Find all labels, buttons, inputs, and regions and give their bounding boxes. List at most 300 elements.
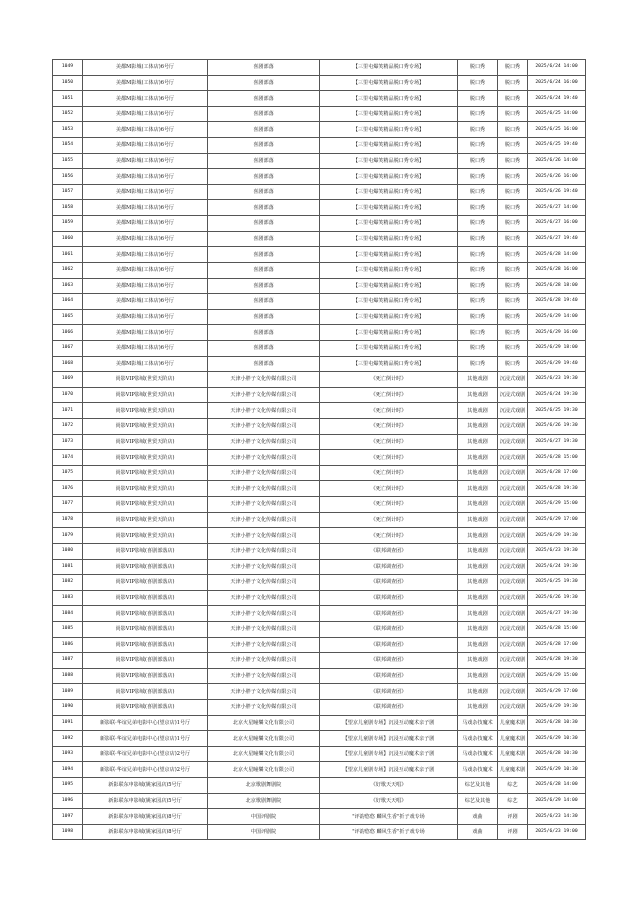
table-row — [53, 325, 586, 341]
program-title-cell: 《死亡倒计时》 — [320, 387, 458, 403]
organizer-cell: 天津小胖子文化传媒有限公司 — [208, 653, 320, 669]
program-title-cell: 《联邦调查团》 — [320, 699, 458, 715]
venue-cell: 美都M影城(工体店)6号厅 — [83, 340, 208, 356]
row-number-cell: 1076 — [53, 481, 83, 497]
program-title-cell: 《联邦调查团》 — [320, 653, 458, 669]
subcategory-cell: 儿童魔术剧 — [498, 715, 528, 731]
program-title-cell: 《死亡倒计时》 — [320, 434, 458, 450]
subcategory-cell: 沉浸式戏剧 — [498, 512, 528, 528]
program-title-cell: 【三里屯爆笑精品脱口秀专场】 — [320, 122, 458, 138]
datetime-cell: 2025/6/23 19:30 — [528, 372, 586, 388]
row-number-cell: 1091 — [53, 715, 83, 731]
organizer-cell: 喜剧部落 — [208, 169, 320, 185]
venue-cell: 尚影VIP影城(喜剧部落店) — [83, 621, 208, 637]
program-title-cell: 《联邦调查团》 — [320, 559, 458, 575]
organizer-cell: 天津小胖子文化传媒有限公司 — [208, 450, 320, 466]
category-cell: 脱口秀 — [458, 75, 498, 91]
category-cell: 其他戏剧 — [458, 481, 498, 497]
datetime-cell: 2025/6/27 19:30 — [528, 434, 586, 450]
row-number-cell: 1056 — [53, 169, 83, 185]
venue-cell: 美都M影城(工体店)6号厅 — [83, 60, 208, 76]
organizer-cell: 喜剧部落 — [208, 278, 320, 294]
table-row — [53, 200, 586, 216]
category-cell: 脱口秀 — [458, 356, 498, 372]
venue-cell: 新影联东申影城(姚家园店)5号厅 — [83, 793, 208, 809]
category-cell: 脱口秀 — [458, 169, 498, 185]
venue-cell: 美都M影城(工体店)6号厅 — [83, 356, 208, 372]
subcategory-cell: 脱口秀 — [498, 153, 528, 169]
row-number-cell: 1094 — [53, 762, 83, 778]
venue-cell: 美都M影城(工体店)6号厅 — [83, 231, 208, 247]
organizer-cell: 天津小胖子文化传媒有限公司 — [208, 684, 320, 700]
organizer-cell: 喜剧部落 — [208, 138, 320, 154]
subcategory-cell: 沉浸式戏剧 — [498, 637, 528, 653]
organizer-cell: 喜剧部落 — [208, 309, 320, 325]
datetime-cell: 2025/6/24 19:40 — [528, 91, 586, 107]
row-number-cell: 1079 — [53, 528, 83, 544]
subcategory-cell: 沉浸式戏剧 — [498, 465, 528, 481]
table-row — [53, 497, 586, 513]
venue-cell: 新影联东申影城(姚家园店)5号厅 — [83, 778, 208, 794]
program-title-cell: 《好歌天天唱》 — [320, 793, 458, 809]
venue-cell: 尚影VIP影城(世贸天阶店) — [83, 387, 208, 403]
organizer-cell: 喜剧部落 — [208, 356, 320, 372]
subcategory-cell: 沉浸式戏剧 — [498, 481, 528, 497]
category-cell: 脱口秀 — [458, 262, 498, 278]
venue-cell: 尚影VIP影城(喜剧部落店) — [83, 559, 208, 575]
venue-cell: 美都M影城(工体店)6号厅 — [83, 294, 208, 310]
venue-cell: 美都M影城(工体店)6号厅 — [83, 278, 208, 294]
datetime-cell: 2025/6/23 14:30 — [528, 809, 586, 825]
datetime-cell: 2025/6/28 14:00 — [528, 247, 586, 263]
subcategory-cell: 沉浸式戏剧 — [498, 653, 528, 669]
organizer-cell: 中国评剧院 — [208, 809, 320, 825]
venue-cell: 美都M影城(工体店)6号厅 — [83, 91, 208, 107]
subcategory-cell: 沉浸式戏剧 — [498, 699, 528, 715]
subcategory-cell: 脱口秀 — [498, 91, 528, 107]
datetime-cell: 2025/6/29 16:00 — [528, 325, 586, 341]
table-row — [53, 746, 586, 762]
category-cell: 其他戏剧 — [458, 497, 498, 513]
table-row — [53, 247, 586, 263]
table-row — [53, 138, 586, 154]
program-title-cell: 【望京儿童剧专场】沉浸互动魔术亲子剧 — [320, 731, 458, 747]
row-number-cell: 1095 — [53, 778, 83, 794]
row-number-cell: 1053 — [53, 122, 83, 138]
venue-cell: 美都M影城(工体店)6号厅 — [83, 153, 208, 169]
datetime-cell: 2025/6/25 14:00 — [528, 106, 586, 122]
table-row — [53, 715, 586, 731]
category-cell: 脱口秀 — [458, 138, 498, 154]
table-row — [53, 512, 586, 528]
row-number-cell: 1092 — [53, 731, 83, 747]
table-row — [53, 403, 586, 419]
organizer-cell: 喜剧部落 — [208, 340, 320, 356]
program-title-cell: 【三里屯爆笑精品脱口秀专场】 — [320, 75, 458, 91]
organizer-cell: 天津小胖子文化传媒有限公司 — [208, 606, 320, 622]
datetime-cell: 2025/6/28 17:00 — [528, 465, 586, 481]
category-cell: 脱口秀 — [458, 200, 498, 216]
row-number-cell: 1074 — [53, 450, 83, 466]
subcategory-cell: 脱口秀 — [498, 169, 528, 185]
venue-cell: 美都M影城(工体店)6号厅 — [83, 309, 208, 325]
program-title-cell: 【三里屯爆笑精品脱口秀专场】 — [320, 340, 458, 356]
program-title-cell: 《死亡倒计时》 — [320, 497, 458, 513]
organizer-cell: 天津小胖子文化传媒有限公司 — [208, 668, 320, 684]
table-row — [53, 450, 586, 466]
category-cell: 脱口秀 — [458, 216, 498, 232]
category-cell: 其他戏剧 — [458, 528, 498, 544]
organizer-cell: 天津小胖子文化传媒有限公司 — [208, 387, 320, 403]
organizer-cell: 天津小胖子文化传媒有限公司 — [208, 497, 320, 513]
category-cell: 脱口秀 — [458, 340, 498, 356]
organizer-cell: 喜剧部落 — [208, 60, 320, 76]
subcategory-cell: 脱口秀 — [498, 340, 528, 356]
datetime-cell: 2025/6/29 15:00 — [528, 497, 586, 513]
program-title-cell: 【三里屯爆笑精品脱口秀专场】 — [320, 106, 458, 122]
subcategory-cell: 脱口秀 — [498, 75, 528, 91]
row-number-cell: 1075 — [53, 465, 83, 481]
table-row — [53, 356, 586, 372]
table-row — [53, 122, 586, 138]
program-title-cell: 【三里屯爆笑精品脱口秀专场】 — [320, 278, 458, 294]
row-number-cell: 1089 — [53, 684, 83, 700]
table-row — [53, 653, 586, 669]
venue-cell: 新影联·华谊兄弟电影中心(望京店)2号厅 — [83, 762, 208, 778]
datetime-cell: 2025/6/28 15:00 — [528, 621, 586, 637]
organizer-cell: 喜剧部落 — [208, 247, 320, 263]
datetime-cell: 2025/6/28 15:00 — [528, 450, 586, 466]
program-title-cell: 【三里屯爆笑精品脱口秀专场】 — [320, 200, 458, 216]
table-row — [53, 762, 586, 778]
program-title-cell: 《死亡倒计时》 — [320, 419, 458, 435]
table-row — [53, 216, 586, 232]
datetime-cell: 2025/6/25 19:30 — [528, 575, 586, 591]
venue-cell: 新影联·华谊兄弟电影中心(望京店)1号厅 — [83, 731, 208, 747]
organizer-cell: 天津小胖子文化传媒有限公司 — [208, 403, 320, 419]
table-row — [53, 465, 586, 481]
venue-cell: 尚影VIP影城(世贸天阶店) — [83, 450, 208, 466]
row-number-cell: 1085 — [53, 621, 83, 637]
datetime-cell: 2025/6/26 16:00 — [528, 169, 586, 185]
datetime-cell: 2025/6/25 16:00 — [528, 122, 586, 138]
venue-cell: 美都M影城(工体店)6号厅 — [83, 138, 208, 154]
datetime-cell: 2025/6/28 10:30 — [528, 746, 586, 762]
table-row — [53, 75, 586, 91]
program-title-cell: 【三里屯爆笑精品脱口秀专场】 — [320, 356, 458, 372]
datetime-cell: 2025/6/26 19:30 — [528, 590, 586, 606]
subcategory-cell: 儿童魔术剧 — [498, 731, 528, 747]
datetime-cell: 2025/6/29 10:30 — [528, 762, 586, 778]
category-cell: 马戏杂技魔术 — [458, 746, 498, 762]
row-number-cell: 1050 — [53, 75, 83, 91]
row-number-cell: 1072 — [53, 419, 83, 435]
venue-cell: 美都M影城(工体店)6号厅 — [83, 247, 208, 263]
table-row — [53, 387, 586, 403]
row-number-cell: 1068 — [53, 356, 83, 372]
category-cell: 脱口秀 — [458, 309, 498, 325]
row-number-cell: 1097 — [53, 809, 83, 825]
row-number-cell: 1057 — [53, 184, 83, 200]
row-number-cell: 1086 — [53, 637, 83, 653]
venue-cell: 尚影VIP影城(喜剧部落店) — [83, 543, 208, 559]
program-title-cell: 《联邦调查团》 — [320, 543, 458, 559]
datetime-cell: 2025/6/29 17:00 — [528, 512, 586, 528]
subcategory-cell: 综艺 — [498, 793, 528, 809]
subcategory-cell: 儿童魔术剧 — [498, 746, 528, 762]
program-title-cell: 【三里屯爆笑精品脱口秀专场】 — [320, 231, 458, 247]
table-row — [53, 809, 586, 825]
venue-cell: 美都M影城(工体店)6号厅 — [83, 106, 208, 122]
venue-cell: 美都M影城(工体店)6号厅 — [83, 216, 208, 232]
table-row — [53, 169, 586, 185]
subcategory-cell: 沉浸式戏剧 — [498, 684, 528, 700]
category-cell: 其他戏剧 — [458, 559, 498, 575]
program-title-cell: 【三里屯爆笑精品脱口秀专场】 — [320, 247, 458, 263]
program-title-cell: 《联邦调查团》 — [320, 684, 458, 700]
table-row — [53, 731, 586, 747]
row-number-cell: 1049 — [53, 60, 83, 76]
category-cell: 其他戏剧 — [458, 590, 498, 606]
organizer-cell: 喜剧部落 — [208, 184, 320, 200]
subcategory-cell: 脱口秀 — [498, 122, 528, 138]
program-title-cell: 【三里屯爆笑精品脱口秀专场】 — [320, 262, 458, 278]
subcategory-cell: 沉浸式戏剧 — [498, 403, 528, 419]
category-cell: 其他戏剧 — [458, 450, 498, 466]
organizer-cell: 喜剧部落 — [208, 153, 320, 169]
table-row — [53, 824, 586, 840]
subcategory-cell: 沉浸式戏剧 — [498, 575, 528, 591]
organizer-cell: 喜剧部落 — [208, 106, 320, 122]
category-cell: 脱口秀 — [458, 153, 498, 169]
venue-cell: 尚影VIP影城(喜剧部落店) — [83, 668, 208, 684]
venue-cell: 尚影VIP影城(喜剧部落店) — [83, 684, 208, 700]
organizer-cell: 北京歌剧舞剧院 — [208, 778, 320, 794]
datetime-cell: 2025/6/24 19:30 — [528, 559, 586, 575]
row-number-cell: 1098 — [53, 824, 83, 840]
program-title-cell: 《死亡倒计时》 — [320, 528, 458, 544]
program-title-cell: 《联邦调查团》 — [320, 590, 458, 606]
table-row — [53, 778, 586, 794]
table-row — [53, 528, 586, 544]
datetime-cell: 2025/6/29 14:00 — [528, 793, 586, 809]
datetime-cell: 2025/6/28 17:00 — [528, 637, 586, 653]
datetime-cell: 2025/6/29 10:30 — [528, 731, 586, 747]
subcategory-cell: 脱口秀 — [498, 278, 528, 294]
program-title-cell: 【三里屯爆笑精品脱口秀专场】 — [320, 325, 458, 341]
row-number-cell: 1063 — [53, 278, 83, 294]
organizer-cell: 喜剧部落 — [208, 294, 320, 310]
category-cell: 综艺及其他 — [458, 793, 498, 809]
organizer-cell: 北京火星瞳樂文化有限公司 — [208, 762, 320, 778]
datetime-cell: 2025/6/23 19:30 — [528, 543, 586, 559]
organizer-cell: 喜剧部落 — [208, 122, 320, 138]
table-row — [53, 434, 586, 450]
program-title-cell: 《联邦调查团》 — [320, 575, 458, 591]
subcategory-cell: 脱口秀 — [498, 231, 528, 247]
row-number-cell: 1090 — [53, 699, 83, 715]
subcategory-cell: 沉浸式戏剧 — [498, 621, 528, 637]
program-title-cell: 【三里屯爆笑精品脱口秀专场】 — [320, 216, 458, 232]
table-row — [53, 543, 586, 559]
row-number-cell: 1067 — [53, 340, 83, 356]
table-row — [53, 91, 586, 107]
subcategory-cell: 脱口秀 — [498, 106, 528, 122]
program-title-cell: 【望京儿童剧专场】沉浸互动魔术亲子剧 — [320, 715, 458, 731]
table-row — [53, 559, 586, 575]
subcategory-cell: 脱口秀 — [498, 294, 528, 310]
category-cell: 马戏杂技魔术 — [458, 731, 498, 747]
datetime-cell: 2025/6/24 14:00 — [528, 60, 586, 76]
row-number-cell: 1069 — [53, 372, 83, 388]
datetime-cell: 2025/6/26 19:40 — [528, 184, 586, 200]
datetime-cell: 2025/6/28 16:00 — [528, 262, 586, 278]
venue-cell: 尚影VIP影城(世贸天阶店) — [83, 403, 208, 419]
row-number-cell: 1080 — [53, 543, 83, 559]
subcategory-cell: 评剧 — [498, 824, 528, 840]
table-row — [53, 481, 586, 497]
organizer-cell: 北京火星瞳樂文化有限公司 — [208, 731, 320, 747]
table-row — [53, 278, 586, 294]
venue-cell: 尚影VIP影城(世贸天阶店) — [83, 528, 208, 544]
program-title-cell: 《死亡倒计时》 — [320, 403, 458, 419]
subcategory-cell: 脱口秀 — [498, 138, 528, 154]
table-row — [53, 262, 586, 278]
organizer-cell: 天津小胖子文化传媒有限公司 — [208, 575, 320, 591]
subcategory-cell: 脱口秀 — [498, 262, 528, 278]
table-row — [53, 699, 586, 715]
table-row — [53, 668, 586, 684]
program-title-cell: 《死亡倒计时》 — [320, 481, 458, 497]
venue-cell: 美都M影城(工体店)6号厅 — [83, 122, 208, 138]
table-row — [53, 684, 586, 700]
venue-cell: 新影联·华谊兄弟电影中心(望京店)1号厅 — [83, 715, 208, 731]
subcategory-cell: 脱口秀 — [498, 60, 528, 76]
program-title-cell: 《联邦调查团》 — [320, 637, 458, 653]
program-title-cell: 【三里屯爆笑精品脱口秀专场】 — [320, 91, 458, 107]
table-row — [53, 575, 586, 591]
subcategory-cell: 沉浸式戏剧 — [498, 387, 528, 403]
row-number-cell: 1081 — [53, 559, 83, 575]
subcategory-cell: 沉浸式戏剧 — [498, 450, 528, 466]
category-cell: 其他戏剧 — [458, 465, 498, 481]
datetime-cell: 2025/6/29 17:00 — [528, 684, 586, 700]
datetime-cell: 2025/6/24 16:00 — [528, 75, 586, 91]
category-cell: 其他戏剧 — [458, 434, 498, 450]
venue-cell: 尚影VIP影城(喜剧部落店) — [83, 590, 208, 606]
venue-cell: 新影联东申影城(姚家园店)8号厅 — [83, 824, 208, 840]
venue-cell: 美都M影城(工体店)6号厅 — [83, 184, 208, 200]
program-title-cell: 《死亡倒计时》 — [320, 465, 458, 481]
row-number-cell: 1071 — [53, 403, 83, 419]
category-cell: 其他戏剧 — [458, 403, 498, 419]
datetime-cell: 2025/6/28 14:00 — [528, 778, 586, 794]
organizer-cell: 喜剧部落 — [208, 216, 320, 232]
category-cell: 戏曲 — [458, 824, 498, 840]
program-title-cell: 《死亡倒计时》 — [320, 450, 458, 466]
subcategory-cell: 沉浸式戏剧 — [498, 590, 528, 606]
datetime-cell: 2025/6/25 19:30 — [528, 403, 586, 419]
category-cell: 脱口秀 — [458, 60, 498, 76]
organizer-cell: 天津小胖子文化传媒有限公司 — [208, 637, 320, 653]
schedule-table — [52, 59, 586, 840]
organizer-cell: 喜剧部落 — [208, 91, 320, 107]
category-cell: 综艺及其他 — [458, 778, 498, 794]
category-cell: 其他戏剧 — [458, 512, 498, 528]
datetime-cell: 2025/6/27 19:40 — [528, 231, 586, 247]
venue-cell: 美都M影城(工体店)6号厅 — [83, 325, 208, 341]
category-cell: 其他戏剧 — [458, 606, 498, 622]
subcategory-cell: 沉浸式戏剧 — [498, 606, 528, 622]
datetime-cell: 2025/6/28 18:00 — [528, 278, 586, 294]
datetime-cell: 2025/6/28 19:30 — [528, 653, 586, 669]
program-title-cell: 【三里屯爆笑精品脱口秀专场】 — [320, 309, 458, 325]
datetime-cell: 2025/6/27 19:30 — [528, 606, 586, 622]
category-cell: 脱口秀 — [458, 278, 498, 294]
datetime-cell: 2025/6/23 19:00 — [528, 824, 586, 840]
program-title-cell: 《死亡倒计时》 — [320, 512, 458, 528]
datetime-cell: 2025/6/26 14:00 — [528, 153, 586, 169]
program-title-cell: "评韵悠悠 麟风生香"折子戏专场 — [320, 809, 458, 825]
row-number-cell: 1061 — [53, 247, 83, 263]
row-number-cell: 1052 — [53, 106, 83, 122]
row-number-cell: 1084 — [53, 606, 83, 622]
venue-cell: 美都M影城(工体店)6号厅 — [83, 169, 208, 185]
organizer-cell: 天津小胖子文化传媒有限公司 — [208, 559, 320, 575]
category-cell: 戏曲 — [458, 809, 498, 825]
datetime-cell: 2025/6/29 19:30 — [528, 699, 586, 715]
venue-cell: 尚影VIP影城(喜剧部落店) — [83, 575, 208, 591]
subcategory-cell: 沉浸式戏剧 — [498, 419, 528, 435]
row-number-cell: 1096 — [53, 793, 83, 809]
venue-cell: 美都M影城(工体店)6号厅 — [83, 262, 208, 278]
subcategory-cell: 沉浸式戏剧 — [498, 528, 528, 544]
category-cell: 其他戏剧 — [458, 372, 498, 388]
datetime-cell: 2025/6/29 15:00 — [528, 668, 586, 684]
program-title-cell: 【三里屯爆笑精品脱口秀专场】 — [320, 294, 458, 310]
organizer-cell: 喜剧部落 — [208, 325, 320, 341]
category-cell: 其他戏剧 — [458, 575, 498, 591]
table-row — [53, 419, 586, 435]
table-row — [53, 637, 586, 653]
row-number-cell: 1077 — [53, 497, 83, 513]
program-title-cell: 【三里屯爆笑精品脱口秀专场】 — [320, 184, 458, 200]
program-title-cell: 【三里屯爆笑精品脱口秀专场】 — [320, 153, 458, 169]
organizer-cell: 天津小胖子文化传媒有限公司 — [208, 465, 320, 481]
table-row — [53, 309, 586, 325]
datetime-cell: 2025/6/24 19:30 — [528, 387, 586, 403]
datetime-cell: 2025/6/27 16:00 — [528, 216, 586, 232]
venue-cell: 美都M影城(工体店)6号厅 — [83, 75, 208, 91]
venue-cell: 美都M影城(工体店)6号厅 — [83, 200, 208, 216]
venue-cell: 尚影VIP影城(世贸天阶店) — [83, 465, 208, 481]
organizer-cell: 天津小胖子文化传媒有限公司 — [208, 419, 320, 435]
organizer-cell: 天津小胖子文化传媒有限公司 — [208, 481, 320, 497]
row-number-cell: 1055 — [53, 153, 83, 169]
organizer-cell: 北京火星瞳樂文化有限公司 — [208, 715, 320, 731]
table-row — [53, 372, 586, 388]
row-number-cell: 1078 — [53, 512, 83, 528]
venue-cell: 尚影VIP影城(喜剧部落店) — [83, 637, 208, 653]
category-cell: 其他戏剧 — [458, 387, 498, 403]
category-cell: 脱口秀 — [458, 231, 498, 247]
program-title-cell: 《联邦调查团》 — [320, 621, 458, 637]
row-number-cell: 1062 — [53, 262, 83, 278]
datetime-cell: 2025/6/28 19:30 — [528, 481, 586, 497]
organizer-cell: 天津小胖子文化传媒有限公司 — [208, 590, 320, 606]
category-cell: 脱口秀 — [458, 294, 498, 310]
subcategory-cell: 脱口秀 — [498, 356, 528, 372]
